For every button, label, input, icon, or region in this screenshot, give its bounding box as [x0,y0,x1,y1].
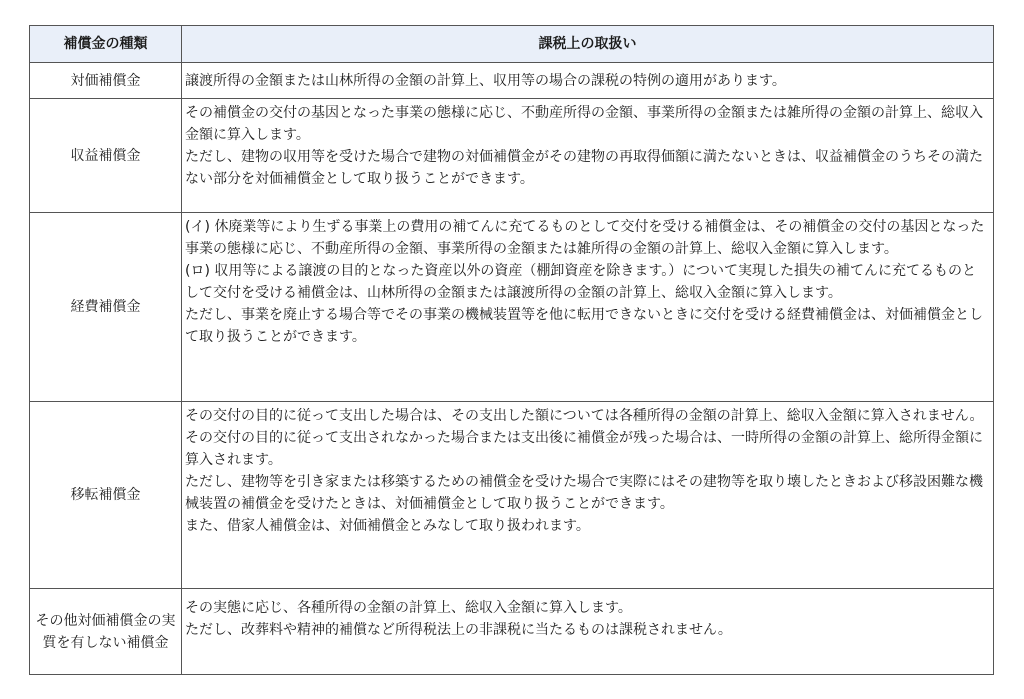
compensation-type-cell: 対価補償金 [30,63,182,99]
table-row [30,63,994,99]
header-tax-treatment: 課税上の取扱い [182,26,994,63]
tax-treatment-text: 譲渡所得の金額または山林所得の金額の計算上、収用等の場合の課税の特例の適用があります。 [185,72,786,89]
tax-treatment-text: (ロ) 収用等による譲渡の目的となった資産以外の資産（棚卸資産を除きます。）について実現した損失の補てんに充てるものとして交付を受ける補償金は、山林所得の金額または譲渡所得の金額の計算上、総収入金額に算入します。 [185,263,976,301]
tax-treatment-text: その補償金の交付の基因となった事業の態様に応じ、不動産所得の金額、事業所得の金額または雑所得の金額の計算上、総収入金額に算入します。 [185,105,983,143]
compensation-type-cell: 移転補償金 [30,402,182,589]
table-row [30,589,994,675]
compensation-type-cell: 収益補償金 [30,99,182,213]
compensation-type-cell: その他対価補償金の実質を有しない補償金 [30,589,182,675]
compensation-tax-table [29,25,994,675]
tax-treatment-text: また、借家人補償金は、対価補償金とみなして取り扱われます。 [185,518,590,534]
tax-treatment-cell [182,63,994,99]
compensation-type-cell: 経費補償金 [30,213,182,402]
tax-treatment-text: ただし、建物の収用等を受けた場合で建物の対価補償金がその建物の再取得価額に満たないときは、収益補償金のうちその満たない部分を対価補償金として取り扱うことができます。 [185,149,983,187]
tax-treatment-text: (イ) 休廃業等により生ずる事業上の費用の補てんに充てるものとして交付を受ける補償金は、その補償金の交付の基因となった事業の態様に応じ、不動産所得の金額、事業所得の金額または雑所得の金額の計算上、総収入金額に算入します。 [185,219,985,257]
tax-treatment-text: その実態に応じ、各種所得の金額の計算上、総収入金額に算入します。 [185,600,632,616]
tax-treatment-cell [182,99,994,213]
tax-treatment-cell [182,402,994,589]
table-row [30,213,994,402]
tax-treatment-text: その交付の目的に従って支出した場合は、その支出した額については各種所得の金額の計算上、総収入金額に算入されません。 [185,408,984,424]
table-row [30,99,994,213]
table-row [30,402,994,589]
header-compensation-type: 補償金の種類 [30,26,182,63]
table-header-row [30,26,994,63]
tax-treatment-text: ただし、建物等を引き家または移築するための補償金を受けた場合で実際にはその建物等を取り壊したときおよび移設困難な機械装置の補償金を受けたときは、対価補償金として取り扱うことができます。 [185,474,983,512]
tax-treatment-text: ただし、改葬料や精神的補償など所得税法上の非課税に当たるものは課税されません。 [185,622,732,638]
tax-treatment-cell [182,589,994,675]
tax-treatment-text: その交付の目的に従って支出されなかった場合または支出後に補償金が残った場合は、一時所得の金額の計算上、総所得金額に算入されます。 [185,430,983,468]
tax-treatment-cell [182,213,994,402]
tax-treatment-text: ただし、事業を廃止する場合等でその事業の機械装置等を他に転用できないときに交付を受ける経費補償金は、対価補償金として取り扱うことができます。 [185,307,983,345]
compensation-tax-table-container [29,25,993,675]
